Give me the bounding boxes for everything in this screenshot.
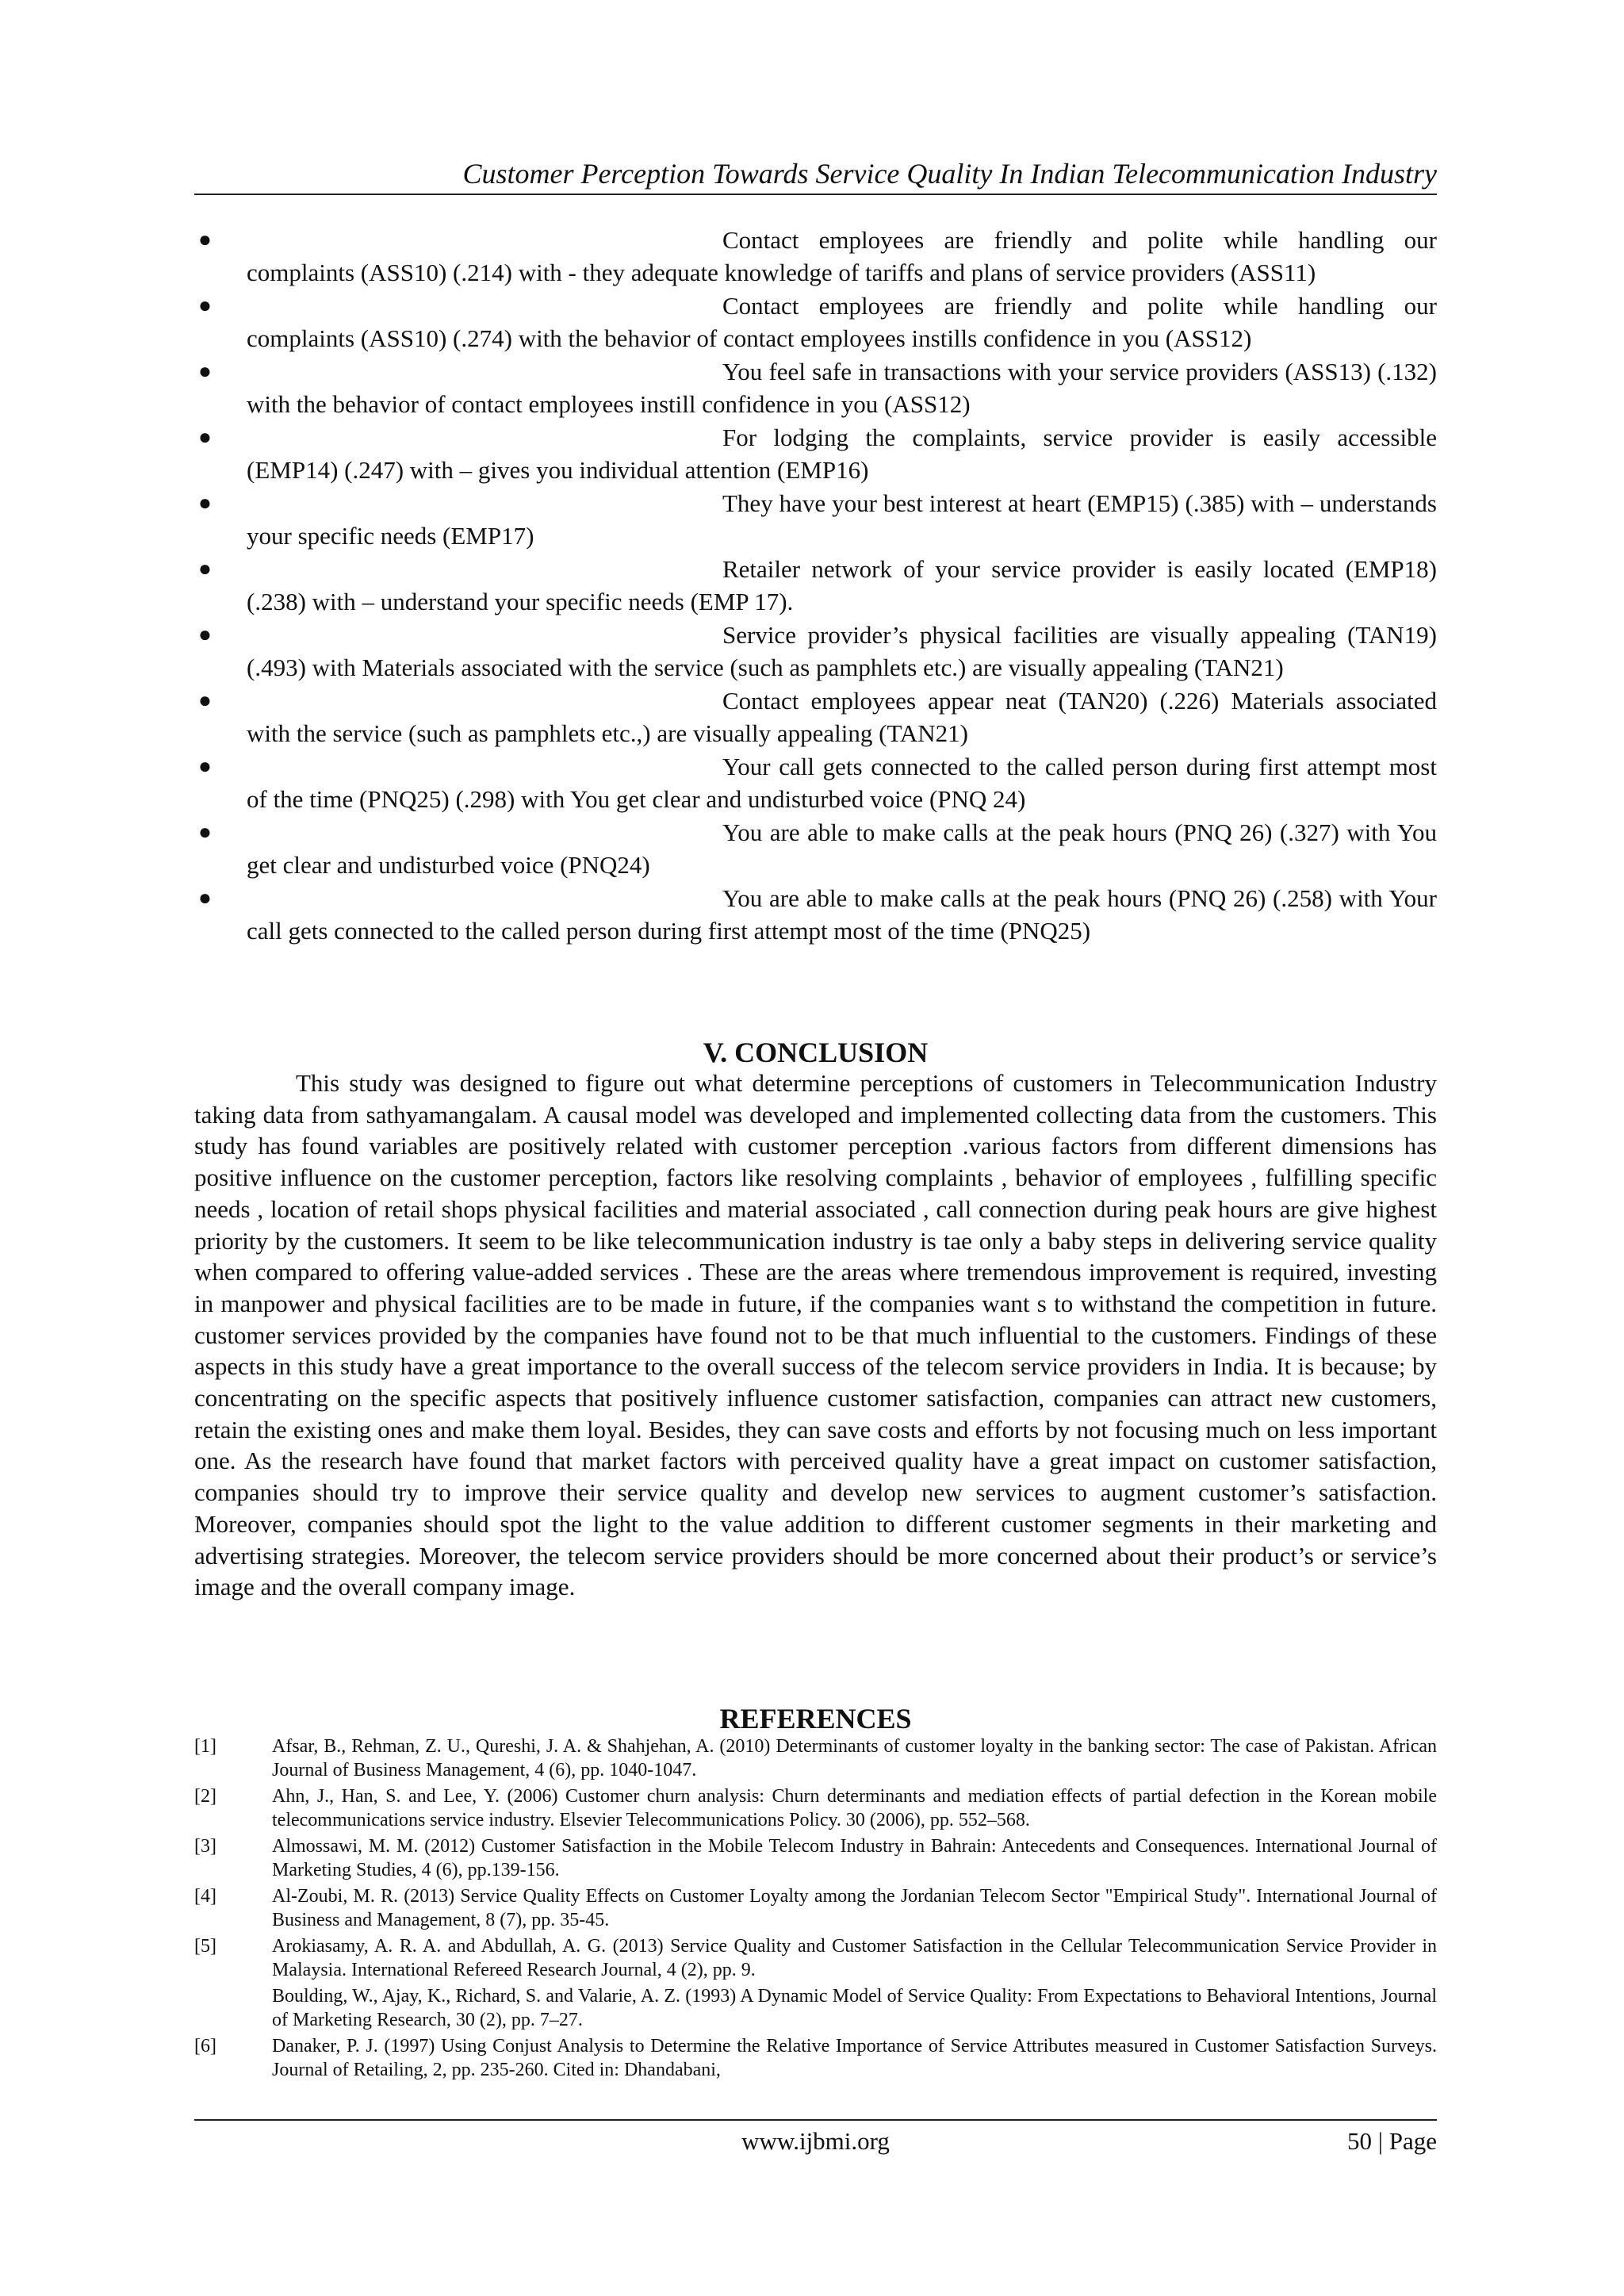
reference-item: [194, 1735, 1437, 1782]
reference-number: [2]: [194, 1786, 216, 1807]
bullet-icon: ●: [198, 228, 212, 252]
footer-rule: [194, 2119, 1437, 2121]
header-rule: [194, 194, 1437, 195]
bullet-icon: ●: [198, 293, 212, 318]
bullet-icon: ●: [198, 425, 212, 450]
bullet-icon: ●: [198, 623, 212, 647]
bullet-item: [194, 421, 1437, 486]
bullet-text: You are able to make calls at the peak hours (PNQ 26) (.327) with You get clear and undisturbed voice (PNQ24): [247, 818, 1437, 879]
references-list: [194, 1735, 1437, 2085]
reference-item: [194, 1885, 1437, 1932]
bullet-icon: ●: [198, 886, 212, 910]
reference-text: Boulding, W., Ajay, K., Richard, S. and Valarie, A. Z. (1993) A Dynamic Model of Service Quality: From Expectations to Behavioral Intentions, Journal of Marketing Research, 30 (2), pp. 7–27.: [272, 1986, 1437, 2030]
footer-page-number: 50 | Page: [1347, 2127, 1437, 2155]
bullet-item: [194, 619, 1437, 684]
reference-text: Danaker, P. J. (1997) Using Conjust Analysis to Determine the Relative Importance of Service Attributes measured in Customer Satisfaction Surveys. Journal of Retailing, 2, pp. 235-260. Cited in: Dhandabani,: [272, 2036, 1437, 2080]
reference-item: [194, 2035, 1437, 2082]
reference-item: [194, 1935, 1437, 1982]
reference-text: Afsar, B., Rehman, Z. U., Qureshi, J. A. & Shahjehan, A. (2010) Determinants of customer loyalty in the banking sector: The case of Pakistan. African Journal of Business Management, 4 (6), pp. 1040-1047.: [272, 1736, 1437, 1780]
bullet-item: [194, 882, 1437, 947]
bullet-text: You feel safe in transactions with your service providers (ASS13) (.132) with the behavior of contact employees instill confidence in you (ASS12): [247, 358, 1437, 418]
bullet-icon: ●: [198, 359, 212, 384]
findings-bullet-list: [194, 224, 1437, 948]
running-header-title: Customer Perception Towards Service Quality In Indian Telecommunication Industry: [462, 158, 1437, 190]
bullet-text: They have your best interest at heart (EMP15) (.385) with – understands your specific needs (EMP17): [247, 489, 1437, 550]
reference-text: Arokiasamy, A. R. A. and Abdullah, A. G. (2013) Service Quality and Customer Satisfaction in the Cellular Telecommunication Service Provider in Malaysia. International Refereed Research Journal, 4 (2), pp. 9.: [272, 1936, 1437, 1980]
bullet-item: [194, 224, 1437, 289]
bullet-text: Retailer network of your service provider is easily located (EMP18) (.238) with – understand your specific needs (EMP 17).: [247, 555, 1437, 615]
bullet-text: Contact employees are friendly and polite while handling our complaints (ASS10) (.274) with the behavior of contact employees instills confidence in you (ASS12): [247, 292, 1437, 352]
reference-item: [194, 1985, 1437, 2032]
bullet-item: [194, 816, 1437, 881]
conclusion-paragraph: This study was designed to figure out what determine perceptions of customers in Telecommunication Industry taking data from sathyamangalam. A causal model was developed and implemented collecting data from the customers. This study has found variables are positively related with customer perception .various factors from different dimensions has positive influence on the customer perception, factors like resolving complaints , behavior of employees , fulfilling specific needs , location of retail shops physical facilities and material associated , call connection during peak hours are give highest priority by the customers. It seem to be like telecommunication industry is tae only a baby steps in delivering service quality when compared to offering value-added services . These are the areas where tremendous improvement is required, investing in manpower and physical facilities are to be made in future, if the companies want s to withstand the competition in future. customer services provided by the companies have found not to be that much influential to the customers. Findings of these aspects in this study have a great importance to the overall success of the telecom service providers in India. It is because; by concentrating on the specific aspects that positively influence customer satisfaction, companies can attract new customers, retain the existing ones and make them loyal. Besides, they can save costs and efforts by not focusing much on less important one. As the research have found that market factors with perceived quality have a great impact on customer satisfaction, companies should try to improve their service quality and develop new services to augment customer’s satisfaction. Moreover, companies should spot the light to the value addition to different customer segments in their marketing and advertising strategies. Moreover, the telecom service providers should be more concerned about their product’s or service’s image and the overall company image.: [194, 1069, 1437, 1601]
reference-number: [6]: [194, 2036, 216, 2056]
reference-item: [194, 1835, 1437, 1882]
reference-number: [5]: [194, 1936, 216, 1957]
bullet-text: Contact employees are friendly and polite while handling our complaints (ASS10) (.214) with - they adequate knowledge of tariffs and plans of service providers (ASS11): [247, 226, 1437, 286]
bullet-text: Service provider’s physical facilities are visually appealing (TAN19) (.493) with Materials associated with the service (such as pamphlets etc.) are visually appealing (TAN21): [247, 621, 1437, 681]
bullet-item: [194, 289, 1437, 355]
bullet-icon: ●: [198, 820, 212, 845]
bullet-icon: ●: [198, 557, 212, 581]
bullet-text: Your call gets connected to the called person during first attempt most of the time (PNQ25) (.298) with You get clear and undisturbed voice (PNQ 24): [247, 753, 1437, 813]
bullet-icon: ●: [198, 491, 212, 516]
bullet-text: Contact employees appear neat (TAN20) (.226) Materials associated with the service (such as pamphlets etc.,) are visually appealing (TAN21): [247, 687, 1437, 747]
reference-number: [4]: [194, 1886, 216, 1907]
reference-text: Al-Zoubi, M. R. (2013) Service Quality Effects on Customer Loyalty among the Jordanian Telecom Sector "Empirical Study". International Journal of Business and Management, 8 (7), pp. 35-45.: [272, 1886, 1437, 1930]
bullet-item: [194, 684, 1437, 749]
bullet-text: For lodging the complaints, service provider is easily accessible (EMP14) (.247) with – gives you individual attention (EMP16): [247, 424, 1437, 484]
reference-number: [1]: [194, 1736, 216, 1757]
reference-item: [194, 1785, 1437, 1832]
bullet-icon: ●: [198, 754, 212, 779]
reference-number: [3]: [194, 1836, 216, 1857]
reference-text: Almossawi, M. M. (2012) Customer Satisfaction in the Mobile Telecom Industry in Bahrain: Antecedents and Consequences. International Journal of Marketing Studies, 4 (6), pp.139-156.: [272, 1836, 1437, 1880]
references-heading: REFERENCES: [719, 1703, 912, 1734]
bullet-item: [194, 750, 1437, 815]
bullet-icon: ●: [198, 688, 212, 713]
bullet-item: [194, 487, 1437, 552]
reference-number: [194, 1985, 272, 2032]
bullet-item: [194, 553, 1437, 618]
reference-text: Ahn, J., Han, S. and Lee, Y. (2006) Customer churn analysis: Churn determinants and mediation effects of partial defection in the Korean mobile telecommunications service industry. Elsevier Telecommunications Policy. 30 (2006), pp. 552–568.: [272, 1786, 1437, 1830]
bullet-item: [194, 355, 1437, 420]
conclusion-heading: V. CONCLUSION: [703, 1037, 929, 1068]
footer-url: www.ijbmi.org: [741, 2127, 890, 2155]
bullet-text: You are able to make calls at the peak hours (PNQ 26) (.258) with Your call gets connected to the called person during first attempt most of the time (PNQ25): [247, 884, 1437, 945]
